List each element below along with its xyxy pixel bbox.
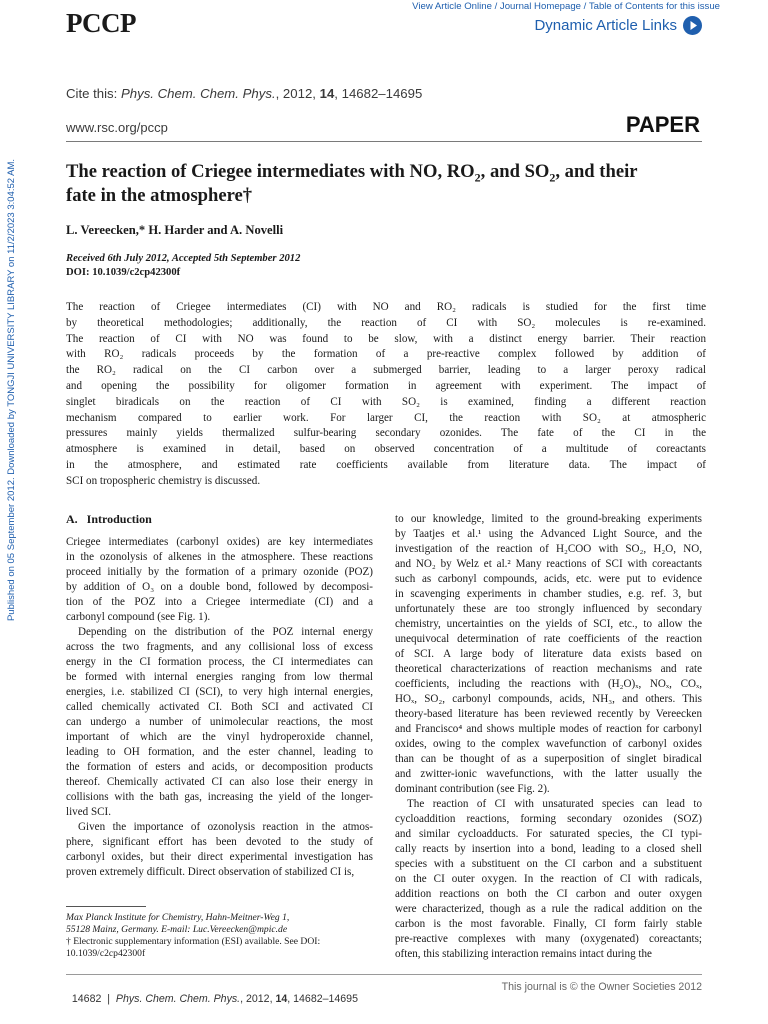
- abstract-line: the RO₂ radical on the CI carbon over a submerged barrier, leading to a larger peroxy radical: [66, 364, 706, 377]
- right-column-line: theoretical characterizations of reaction mechanisms and rate: [395, 663, 702, 675]
- right-column-line: and NO₂ by Welz et al.² Many reactions of SCI with coreactants: [395, 558, 702, 570]
- left-column-line: be formed with internal energies ranging from low thermal: [66, 671, 373, 683]
- right-column-line: to our knowledge, limited to the ground-breaking experiments: [395, 513, 702, 525]
- footer-journal: Phys. Chem. Chem. Phys.: [115, 993, 241, 1005]
- abstract-line: The reaction of CI with NO was found to be slow, with a distinct energy barrier. Their reaction: [66, 332, 706, 345]
- right-column-line: addition reactions on both the CI carbon and outer oxygen: [395, 888, 702, 900]
- right-column-line: and zwitter-ionic wavefunctions, with the latter usually the: [395, 768, 702, 780]
- left-column-line: Depending on the distribution of the POZ internal energy: [78, 626, 373, 638]
- doi[interactable]: DOI: 10.1039/c2cp42300f: [66, 267, 181, 278]
- left-column-line: across the two fragments, and any collisional loss of excess: [66, 641, 373, 653]
- abstract-line: SCI on tropospheric chemistry is discussed.: [66, 474, 261, 487]
- right-column-line: often, this stabilizing interaction remains intact during the: [395, 948, 652, 960]
- journal-website[interactable]: www.rsc.org/pccp: [66, 120, 168, 135]
- cite-year: , 2012,: [275, 86, 320, 101]
- dynamic-links-label: Dynamic Article Links: [534, 16, 677, 34]
- right-column-line: were characterized, though as a rule the radical addition on the: [395, 903, 702, 915]
- right-column-line: coefficients, including the reactions with (H₂O)ₓ, NOₓ, COₓ,: [395, 678, 702, 690]
- play-arrow-icon[interactable]: [683, 16, 702, 35]
- right-column-line: such as carbonyl compounds, acids, etc. were put to evidence: [395, 573, 702, 585]
- abstract-line: in the atmosphere, and estimated rate coefficients available from literature data. The impact of: [66, 458, 706, 471]
- header-rule: [66, 141, 702, 142]
- left-column-line: by addition of O₃ on a double bond, followed by decomposi-: [66, 581, 373, 593]
- cite-journal: Phys. Chem. Chem. Phys.: [120, 86, 276, 101]
- left-column-line: phere, significant effort has been devoted to the study of: [66, 836, 373, 848]
- right-column-line: theory-based literature has been reviewed recently by Vereecken: [395, 708, 702, 720]
- right-column-line: pre-reactive complexes with many (oxygenated) coreactants;: [395, 933, 702, 945]
- cite-line: [66, 86, 422, 101]
- authors: L. Vereecken,* H. Harder and A. Novelli: [66, 223, 284, 237]
- left-column-line: leading to OH formation, and the ester channel, leading to: [66, 746, 373, 758]
- side-note-text: Published on 05 September 2012. Downloaded by TONGJI UNIVERSITY LIBRARY on 11/2/2023 3:04:52 AM.: [6, 158, 17, 622]
- footnote-line: 55128 Mainz, Germany. E-mail: Luc.Vereecken@mpic.de: [66, 924, 288, 935]
- left-column-line: the formation of esters and acids, or decomposition products: [66, 761, 373, 773]
- footer-copyright: This journal is © the Owner Societies 2012: [501, 981, 702, 993]
- top-links[interactable]: View Article Online / Journal Homepage / Table of Contents for this issue: [412, 1, 720, 12]
- article-title: [66, 160, 716, 208]
- right-column-line: of SCI. A large body of literature data exists based on: [395, 648, 702, 660]
- right-column-line: by Taatjes et al.¹ using the Advanced Light Source, and the: [395, 528, 702, 540]
- left-column-line: important of which are the vinyl hydroperoxide channel,: [66, 731, 373, 743]
- abstract-line: and opening the possibility for oligomer formation in agreement with experiment. The impact of: [66, 379, 706, 392]
- right-column-line: in scavenging experiments in chamber studies, e.g. ref. 3, but: [395, 588, 702, 600]
- right-column-line: investigation of the reaction of H₂COO with SO₂, H₂O, NO,: [395, 543, 702, 555]
- abstract-line: by theoretical methodologies; additionally, the reaction of CI with SO₂ molecules is re-examined.: [66, 316, 706, 329]
- left-column-line: proceed initially by the formation of a primary ozonide (POZ): [66, 566, 373, 578]
- right-column-line: and similar cycloadducts. For saturated species, the CI typi-: [395, 828, 702, 840]
- dynamic-article-links[interactable]: [534, 14, 702, 36]
- introduction-column-left: [66, 535, 373, 880]
- right-column-line: than can be thought of as a superposition of singlet biradical: [395, 753, 702, 765]
- article-type: PAPER: [625, 112, 700, 137]
- abstract-line: mechanism compared to earlier work. For larger CI, the reaction with SO₂ at atmospheric: [66, 411, 706, 424]
- right-column-line: oxides, owing to the complex wavefunction of carbonyl oxides: [395, 738, 702, 750]
- right-column-line: The reaction of CI with unsaturated species can lead to: [407, 798, 702, 810]
- right-column-line: species with a substituent on the CI carbon and a substituent: [395, 858, 702, 870]
- left-column-line: carbonyl compound (see Fig. 1).: [66, 611, 211, 623]
- footer-volume: 14: [275, 993, 288, 1005]
- title-line-1: The reaction of Criegee intermediates with NO, $RO_2$, and $SO_2$, and their: [66, 161, 638, 185]
- left-column-line: in the ozonolysis of alkenes in the atmosphere. These reactions: [66, 551, 373, 563]
- abstract-line: with RO₂ radicals proceeds by the formation of a pre-reactive complex followed by addition of: [66, 348, 706, 361]
- footnote-line: † Electronic supplementary information (ESI) available. See DOI:: [66, 936, 321, 947]
- abstract-line: singlet biradicals on the reaction of CI with SO₂ is examined, finding a different reaction: [66, 395, 706, 408]
- left-column-line: collisions with the bath gas, increasing the yield of the longer-: [66, 791, 373, 803]
- abstract: [66, 300, 706, 490]
- footer-page: 14682: [71, 993, 102, 1005]
- abstract-line: pressures mainly yields thermalized sulfur-bearing secondary ozonides. The fate of the CI in the: [66, 427, 706, 440]
- right-column-line: chemistry, uncertainties on the yields of SCI, etc., to allow the: [395, 618, 702, 630]
- right-column-line: unequivocal determination of rate coefficients of the reaction: [395, 633, 702, 645]
- download-side-note: [6, 150, 26, 630]
- left-column-line: Criegee intermediates (carbonyl oxides) are key intermediates: [66, 536, 373, 548]
- footer-citation: 14682 | Phys. Chem. Chem. Phys., 2012, 14, 14682–14695: [71, 993, 358, 1005]
- cite-prefix: Cite this:: [66, 86, 121, 101]
- left-column-line: proven extremely difficult. Direct observation of stabilized CI is,: [66, 866, 355, 878]
- journal-logo: PCCP: [66, 8, 136, 38]
- footnote-rule: [66, 906, 146, 907]
- right-column-line: cycloaddition reactions, forming secondary ozonides (SOZ): [395, 813, 702, 825]
- left-column-line: energies, i.e. stabilized CI (SCI), to very high internal energies,: [66, 686, 373, 698]
- left-column-line: called chemically activated CI. Both SCI and activated CI: [66, 701, 373, 713]
- right-column-line: dominant contribution (see Fig. 2).: [395, 783, 550, 795]
- footnote-line: 10.1039/c2cp42300f: [66, 948, 146, 959]
- left-column-line: carbonyl oxides, but their direct experimental investigation has: [66, 851, 373, 863]
- right-column-line: carbon is the most favorable. Finally, CI form fairly stable: [395, 918, 702, 930]
- right-column-line: HOₓ, SO₂, carbonyl compounds, acids, NH₃, and others. This: [395, 693, 702, 705]
- left-column-line: tion of the POZ into a Criegee intermediate (CI) and a: [66, 596, 373, 608]
- section-heading-introduction: A. Introduction: [66, 512, 152, 526]
- right-column-line: unfortunately these are too strongly influenced by secondary: [395, 603, 702, 615]
- cite-pages: , 14682–14695: [334, 86, 423, 101]
- left-column-line: Given the importance of ozonolysis reaction in the atmos-: [78, 821, 373, 833]
- introduction-column-right: [395, 512, 702, 962]
- left-column-line: thereof. Chemically activated CI can also lose their energy in: [66, 776, 373, 788]
- left-column-line: can undergo a number of unimolecular reactions, the most: [66, 716, 373, 728]
- left-column-line: energy in the CI formation process, the CI intermediates can: [66, 656, 373, 668]
- received-dates: Received 6th July 2012, Accepted 5th September 2012: [66, 253, 301, 264]
- title-line-2: fate in the atmosphere†: [66, 185, 253, 206]
- right-column-line: on the CI outer oxygen. In the reaction of CI with radicals,: [395, 873, 702, 885]
- footer-rule: [66, 974, 702, 975]
- right-column-line: and Francisco⁴ and shows multiple modes of reaction for carbonyl: [395, 723, 702, 735]
- abstract-line: atmosphere is examined in detail, based on observed concentration of a multitude of coreactants: [66, 443, 706, 456]
- footnote: [66, 912, 373, 960]
- right-column-line: cally reacts by insertion into a bond, leading to a closed shell: [395, 843, 702, 855]
- cite-volume: 14: [319, 86, 335, 101]
- footnote-line: Max Planck Institute for Chemistry, Hahn-Meitner-Weg 1,: [66, 912, 290, 923]
- abstract-line: The reaction of Criegee intermediates (CI) with NO and RO₂ radicals is studied for the first time: [66, 301, 706, 313]
- left-column-line: lived SCI.: [66, 806, 111, 818]
